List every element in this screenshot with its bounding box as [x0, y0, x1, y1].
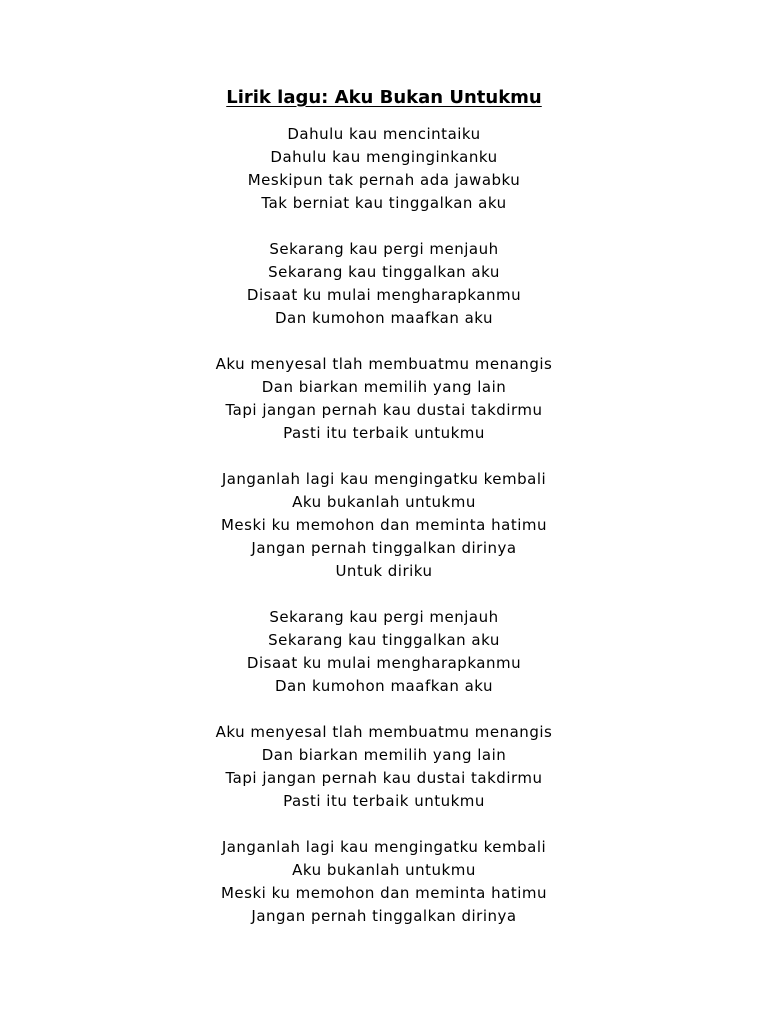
lyric-line: Aku bukanlah untukmu — [292, 861, 476, 879]
stanza — [0, 123, 768, 215]
lyrics-body — [0, 123, 768, 951]
document-title: Lirik lagu: Aku Bukan Untukmu — [226, 87, 542, 108]
lyric-line: Tapi jangan pernah kau dustai takdirmu — [225, 769, 543, 787]
lyric-line: Disaat ku mulai mengharapkanmu — [246, 654, 522, 672]
lyric-line: Untuk diriku — [335, 562, 433, 580]
stanza — [0, 606, 768, 698]
lyric-line: Pasti itu terbaik untukmu — [283, 424, 485, 442]
stanza — [0, 721, 768, 813]
lyric-line: Disaat ku mulai mengharapkanmu — [246, 286, 522, 304]
lyric-line: Aku menyesal tlah membuatmu menangis — [215, 355, 553, 373]
lyric-line: Tak berniat kau tinggalkan aku — [261, 194, 507, 212]
lyric-line: Dan biarkan memilih yang lain — [261, 746, 507, 764]
lyric-line: Jangan pernah tinggalkan dirinya — [251, 907, 517, 925]
lyric-line: Sekarang kau tinggalkan aku — [268, 263, 500, 281]
lyric-line: Sekarang kau pergi menjauh — [269, 608, 499, 626]
lyric-line: Sekarang kau pergi menjauh — [269, 240, 499, 258]
lyric-line: Sekarang kau tinggalkan aku — [268, 631, 500, 649]
stanza — [0, 353, 768, 445]
stanza — [0, 468, 768, 583]
lyric-line: Meski ku memohon dan meminta hatimu — [220, 516, 548, 534]
stanza — [0, 836, 768, 928]
lyric-line: Pasti itu terbaik untukmu — [283, 792, 485, 810]
lyric-line: Jangan pernah tinggalkan dirinya — [251, 539, 517, 557]
lyric-line: Dahulu kau mencintaiku — [287, 125, 481, 143]
lyric-line: Janganlah lagi kau mengingatku kembali — [221, 838, 547, 856]
lyric-line: Dan biarkan memilih yang lain — [261, 378, 507, 396]
lyric-line: Dahulu kau menginginkanku — [270, 148, 498, 166]
lyric-line: Meski ku memohon dan meminta hatimu — [220, 884, 548, 902]
lyric-line: Meskipun tak pernah ada jawabku — [247, 171, 521, 189]
stanza — [0, 238, 768, 330]
lyric-line: Aku bukanlah untukmu — [292, 493, 476, 511]
lyric-line: Janganlah lagi kau mengingatku kembali — [221, 470, 547, 488]
lyric-line: Tapi jangan pernah kau dustai takdirmu — [225, 401, 543, 419]
lyric-line: Dan kumohon maafkan aku — [274, 677, 494, 695]
lyric-line: Aku menyesal tlah membuatmu menangis — [215, 723, 553, 741]
lyric-line: Dan kumohon maafkan aku — [274, 309, 494, 327]
